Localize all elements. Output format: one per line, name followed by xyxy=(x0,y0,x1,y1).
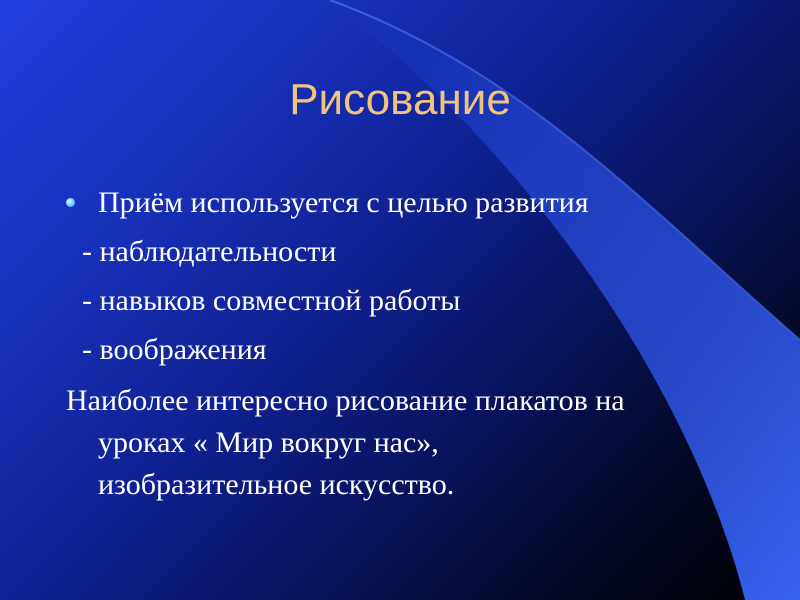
paragraph-line: уроках « Мир вокруг нас», xyxy=(98,426,439,459)
list-item: - навыков совместной работы xyxy=(82,284,461,317)
bullet-text: Приём используется с целью развития xyxy=(98,186,589,219)
bullet-icon xyxy=(66,198,75,207)
list-item: - воображения xyxy=(82,333,267,366)
list-item: - наблюдательности xyxy=(82,235,337,268)
paragraph-line: Наиболее интересно рисование плакатов на xyxy=(66,384,625,417)
paragraph-line: изобразительное искусство. xyxy=(98,468,455,501)
slide-title: Рисование xyxy=(289,75,511,124)
